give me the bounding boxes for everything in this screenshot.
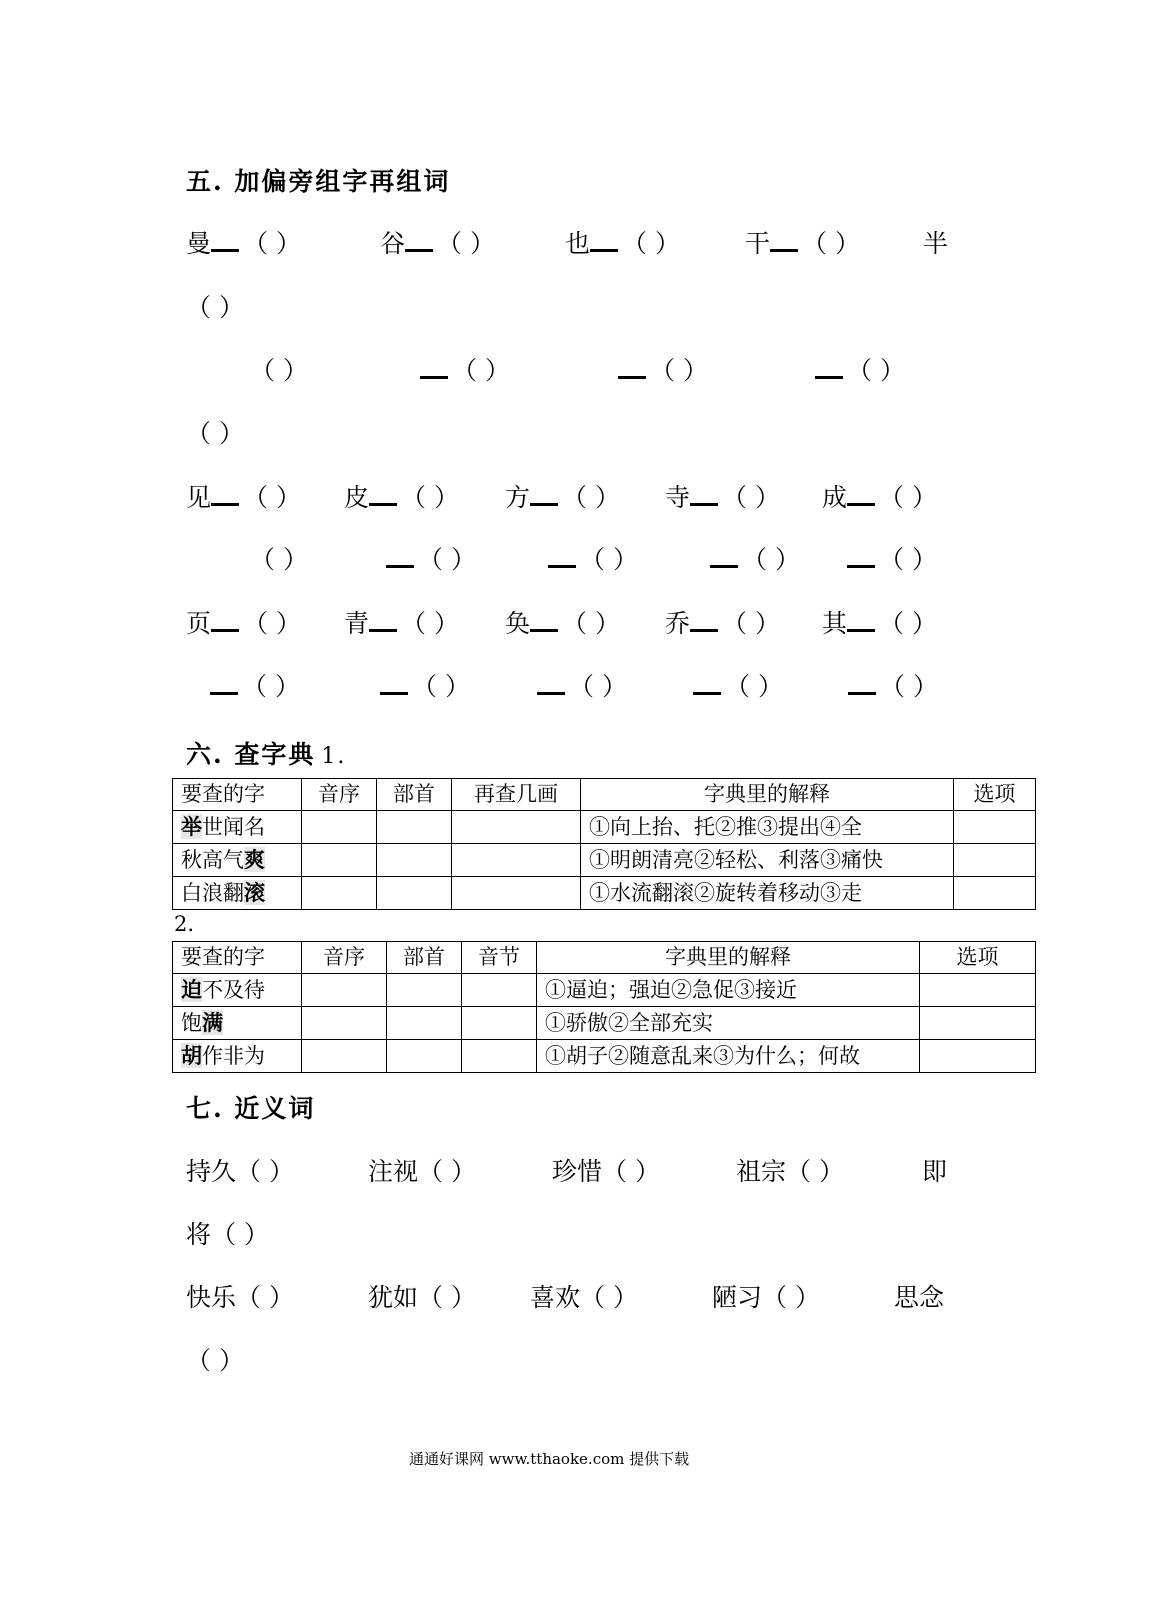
explain-cell: ①向上抬、托②推③提出④全 xyxy=(581,811,954,844)
header-cell: 部首 xyxy=(387,942,462,974)
table-row xyxy=(173,1007,1036,1040)
answer-cell[interactable] xyxy=(302,1007,387,1040)
header-cell: 选项 xyxy=(954,779,1036,811)
explain-cell: ①骄傲②全部充实 xyxy=(537,1007,920,1040)
word-cell: 举世闻名 xyxy=(173,811,302,844)
s5-row2-item-3: （ ） xyxy=(618,351,708,387)
s5-row1-item-3: 也 （ ） xyxy=(565,229,680,258)
s5-row6-item-2: （ ） xyxy=(380,667,470,703)
answer-cell[interactable] xyxy=(302,877,377,910)
answer-cell[interactable] xyxy=(954,844,1036,877)
answer-cell[interactable] xyxy=(920,974,1036,1007)
s5-row6-item-4: （ ） xyxy=(693,667,783,703)
word-cell: 胡作非为 xyxy=(173,1040,302,1073)
dictionary-table-1 xyxy=(172,778,1036,910)
s5-row4-item-4: （ ） xyxy=(710,540,800,576)
word-cell: 秋高气爽 xyxy=(173,844,302,877)
s5-row1-item-1: 曼 （ ） xyxy=(186,229,301,258)
s7-row2: 将（ ） xyxy=(186,1220,269,1249)
header-cell: 字典里的解释 xyxy=(537,942,920,974)
explain-cell: ①胡子②随意乱来③为什么；何故 xyxy=(537,1040,920,1073)
table-1-label: 1. xyxy=(321,744,347,769)
header-cell: 再查几画 xyxy=(452,779,581,811)
answer-cell[interactable] xyxy=(452,844,581,877)
s5-row5-item-4: 乔 （ ） xyxy=(665,609,780,638)
answer-cell[interactable] xyxy=(954,877,1036,910)
section-6-title: 六. 查字典 1. xyxy=(186,740,347,769)
answer-cell[interactable] xyxy=(452,811,581,844)
dictionary-table-2 xyxy=(172,941,1036,1073)
s5-row2-item-1: （ ） xyxy=(250,356,308,385)
table-row xyxy=(173,811,1036,844)
s5-row1-item-4: 干 （ ） xyxy=(745,229,860,258)
answer-cell[interactable] xyxy=(462,1007,537,1040)
explain-cell: ①明朗清亮②轻松、利落③痛快 xyxy=(581,844,954,877)
answer-cell[interactable] xyxy=(462,974,537,1007)
explain-cell: ①水流翻滚②旋转着移动③走 xyxy=(581,877,954,910)
answer-cell[interactable] xyxy=(462,1040,537,1073)
header-cell: 部首 xyxy=(377,779,452,811)
s5-row4-item-2: （ ） xyxy=(386,540,476,576)
answer-cell[interactable] xyxy=(452,877,581,910)
answer-cell[interactable] xyxy=(302,844,377,877)
s7-row1-tail: 即 xyxy=(922,1157,948,1186)
answer-cell[interactable] xyxy=(302,811,377,844)
s5-row3-item-1: 见 （ ） xyxy=(186,483,301,512)
word-cell: 白浪翻滚 xyxy=(173,877,302,910)
s7-row3-item-2: 犹如（ ） xyxy=(368,1283,476,1312)
s5-row6-item-1: （ ） xyxy=(210,667,300,703)
footer-text: 通通好课网 www.tthaoke.com 提供下载 xyxy=(409,1450,690,1468)
table-row xyxy=(173,844,1036,877)
s5-row3-item-4: 寺 （ ） xyxy=(665,483,780,512)
answer-cell[interactable] xyxy=(377,811,452,844)
s5-row5-item-3: 奂 （ ） xyxy=(505,609,620,638)
s5-row1-tail: 半 xyxy=(923,229,949,258)
s5-row4-item-1: （ ） xyxy=(250,545,308,574)
s5-row4-item-3: （ ） xyxy=(548,540,638,576)
s5-row5-item-2: 青 （ ） xyxy=(344,609,459,638)
header-cell: 要查的字 xyxy=(173,942,302,974)
header-cell: 选项 xyxy=(920,942,1036,974)
s5-row4-item-5: （ ） xyxy=(847,540,937,576)
s5-row6-item-5: （ ） xyxy=(848,667,938,703)
answer-cell[interactable] xyxy=(302,974,387,1007)
s5-row2-item-4: （ ） xyxy=(815,351,905,387)
answer-cell[interactable] xyxy=(387,1040,462,1073)
s7-row4: （ ） xyxy=(186,1346,244,1375)
answer-cell[interactable] xyxy=(954,811,1036,844)
s7-row1-item-4: 祖宗（ ） xyxy=(736,1157,844,1186)
s7-row3-item-1: 快乐（ ） xyxy=(186,1283,294,1312)
s7-row3-item-3: 喜欢（ ） xyxy=(530,1283,638,1312)
word-cell: 迫不及待 xyxy=(173,974,302,1007)
s7-row3-tail: 思念 xyxy=(894,1283,945,1312)
header-cell: 音节 xyxy=(462,942,537,974)
s7-row3-item-4: 陋习（ ） xyxy=(712,1283,820,1312)
s5-row1-wrap: （ ） xyxy=(186,293,244,322)
answer-cell[interactable] xyxy=(302,1040,387,1073)
table-row xyxy=(173,974,1036,1007)
s5-row3-item-5: 成 （ ） xyxy=(822,483,937,512)
answer-cell[interactable] xyxy=(920,1007,1036,1040)
s7-row1-item-3: 珍惜（ ） xyxy=(552,1157,660,1186)
s7-row1-item-1: 持久（ ） xyxy=(186,1157,294,1186)
answer-cell[interactable] xyxy=(387,974,462,1007)
table-header-row xyxy=(173,942,1036,974)
table-2-label: 2. xyxy=(174,912,195,936)
header-cell: 音序 xyxy=(302,942,387,974)
answer-cell[interactable] xyxy=(377,844,452,877)
answer-cell[interactable] xyxy=(387,1007,462,1040)
s5-row2-item-2: （ ） xyxy=(420,351,510,387)
s7-row1-item-2: 注视（ ） xyxy=(368,1157,476,1186)
header-cell: 要查的字 xyxy=(173,779,302,811)
answer-cell[interactable] xyxy=(920,1040,1036,1073)
s5-row6-item-3: （ ） xyxy=(537,667,627,703)
s5-row3-item-2: 皮 （ ） xyxy=(344,483,459,512)
header-cell: 音序 xyxy=(302,779,377,811)
s5-row3-item-3: 方 （ ） xyxy=(505,483,620,512)
section-5-title: 五. 加偏旁组字再组词 xyxy=(186,167,451,196)
table-row xyxy=(173,877,1036,910)
s5-row1-item-2: 谷 （ ） xyxy=(380,229,495,258)
table-header-row xyxy=(173,779,1036,811)
explain-cell: ①逼迫；强迫②急促③接近 xyxy=(537,974,920,1007)
answer-cell[interactable] xyxy=(377,877,452,910)
header-cell: 字典里的解释 xyxy=(581,779,954,811)
s5-row5-item-5: 其 （ ） xyxy=(822,609,937,638)
s5-row5-item-1: 页 （ ） xyxy=(186,609,301,638)
s5-row2-wrap: （ ） xyxy=(186,419,244,448)
section-7-title: 七. 近义词 xyxy=(186,1094,316,1123)
word-cell: 饱满 xyxy=(173,1007,302,1040)
table-row xyxy=(173,1040,1036,1073)
